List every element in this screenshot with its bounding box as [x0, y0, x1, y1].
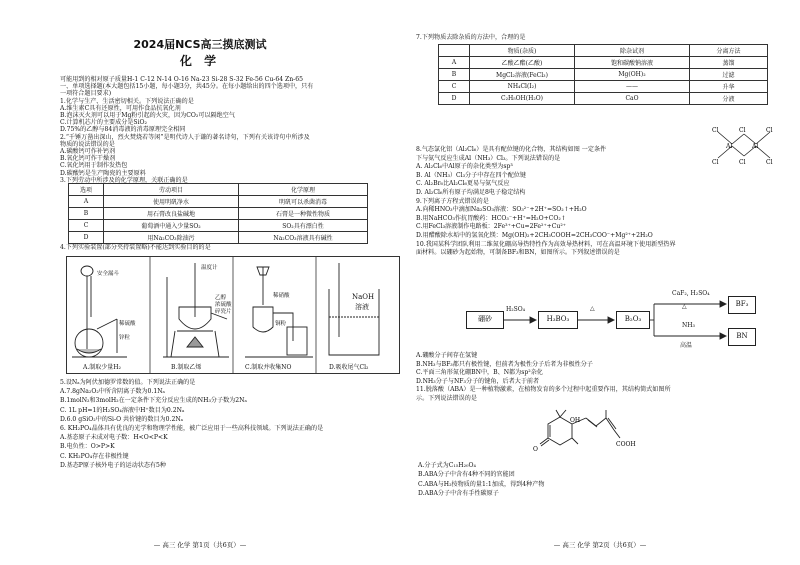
- text-line: B.ABA分子中含有4种不同的官能团: [418, 471, 515, 479]
- table-cell: 蒸馏: [690, 57, 768, 69]
- text-line: A. Al₂Cl₆中Al原子的杂化类型为sp³: [416, 163, 513, 171]
- table-header-row: [439, 45, 768, 57]
- table-cell: 葡萄酒中通入少量SO₂: [104, 220, 239, 232]
- table-cell: 用Na₂CO₃除油污: [104, 232, 239, 244]
- text-line: 5.设Nₐ为阿伏加德罗常数的值。下列说法正确的是: [60, 379, 196, 386]
- text-line: 6. KH₂PO₄晶体具有优良的光学和物理学性能，被广泛应用于一些高科技领域。下列说法正确的是: [60, 425, 324, 432]
- cl-atom-label: Cl: [766, 127, 773, 134]
- text-line: D. Al₂Cl₆所有原子均满足8电子稳定结构: [416, 189, 526, 196]
- text-line: 10.我国某科学团队利用二维氮化硼高导热特性作为高效导热材料，可在高温环境下使用新型热界: [416, 240, 676, 248]
- fig-label: 稀硫酸: [119, 321, 136, 327]
- text-line: D.6.0 gSiO₂中的Si-O 共价键的数目为0.2Nₐ: [60, 415, 184, 423]
- q7-table: [438, 44, 768, 105]
- text-line: A.维生素C具有还原性，可用作食品抗氧化剂: [60, 104, 181, 112]
- table-row: [439, 57, 768, 69]
- fig-label: 温度计: [201, 265, 218, 271]
- text-line: C.用FeCl₃溶液制作电路板：2Fe³⁺+Cu=2Fe²⁺+Cu²⁺: [416, 223, 567, 231]
- text-line: A.碳酸钙可作补钙剂: [60, 148, 116, 155]
- fig-caption: B.制取乙烯: [171, 364, 202, 371]
- table-row: [69, 208, 368, 220]
- text-line: 8.气态氯化铝（Al₂Cl₆）是具有配位键的化合物，其结构如图 一定条件: [416, 146, 607, 153]
- aba-structure: [530, 408, 640, 458]
- table-row: [439, 69, 768, 81]
- fig-caption: A.制取少量H₂: [83, 364, 121, 371]
- table-cell: D: [69, 232, 104, 244]
- page-footer: — 高三 化学 第2页（共6页）—: [553, 541, 647, 549]
- table-cell: 乙酸乙酯(乙酸): [470, 57, 575, 69]
- table-row: [69, 196, 368, 208]
- fig-caption: C.制取并收集NO: [245, 364, 292, 371]
- q7-stem: 7.下列物质去除杂质的方法中，合理的是: [416, 34, 526, 41]
- table-header-row: [69, 184, 368, 196]
- text-line: C. KH₂PO₄存在非极性键: [60, 452, 129, 460]
- text-line: B.1molN₂和3molH₂在一定条件下充分反应生成的NH₃分子数为2Nₐ: [60, 397, 247, 405]
- flow-condition-label: △: [682, 303, 687, 310]
- text-line: 1.化学与生产、生活密切相关。下列说法正确的是: [60, 97, 194, 105]
- table-cell: C: [439, 81, 470, 93]
- table-row: [69, 220, 368, 232]
- text-line: A.基态原子未成对电子数：H<O<P<K: [60, 434, 168, 442]
- flow-reagent-label: CaF₂, H₂SO₄: [672, 290, 710, 297]
- text-line: D.碳酸钙是生产陶瓷的主要原料: [60, 169, 146, 177]
- flow-node-borax: 硼砂: [466, 311, 504, 329]
- text-line: C. Al₂Br₆比Al₂Cl₆更易与氨气反应: [416, 180, 510, 188]
- carboxyl-label: COOH: [616, 441, 636, 448]
- fig-label: 碎瓷片: [215, 309, 232, 315]
- text-line: B.用NaHCO₃作抗胃酸药：HCO₃⁻+H⁺=H₂O+CO₂↑: [416, 214, 566, 222]
- flow-arrows: [460, 300, 760, 350]
- text-line: 11.脱落酸（ABA）是一种植物激素，在植物发育的多个过程中起重要作用，其结构简式如图所: [416, 386, 671, 394]
- fig-label: 浓硫酸: [215, 302, 232, 308]
- table-cell: Mg(OH)₂: [575, 69, 690, 81]
- table-cell: 饱和碳酸钠溶液: [575, 57, 690, 69]
- table-cell: C₂H₅OH(H₂O): [470, 93, 575, 105]
- cl-atom-label: Cl: [712, 127, 719, 134]
- exam-page-2: [400, 0, 800, 565]
- text-line: C.ABA与H₂按物质的量1:1加成，得到4种产物: [418, 480, 545, 488]
- text-line: D.75%的乙醇与84消毒液的消毒原理完全相同: [60, 126, 186, 134]
- text-line: 下与氨气反应生成Al（NH₃）Cl₃。下列说法错误的是: [416, 154, 561, 162]
- table-cell: 过滤: [690, 69, 768, 81]
- q3-table: [68, 183, 368, 244]
- carbonyl-o-label: O: [533, 446, 538, 453]
- text-line: 一、单项选择题(本大题包括15小题，每小题3分，共45分。在每小题给出的四个选项中，只有: [60, 83, 314, 91]
- text-line: D.ABA分子中含有手性碳原子: [418, 490, 499, 498]
- q4-figure-panel: [66, 256, 400, 374]
- al-atom-label: Al: [726, 143, 733, 150]
- fig-label: 安全漏斗: [97, 271, 120, 277]
- table-row: [439, 81, 768, 93]
- table-cell: NH₄Cl(I₂): [470, 81, 575, 93]
- fig-label: 锌粒: [119, 335, 131, 341]
- text-line: A.7.8gNa₂O₂中所含阴离子数为0.1Nₐ: [60, 388, 165, 396]
- fig-label: NaOH: [352, 293, 375, 301]
- table-header-cell: 选项: [69, 184, 104, 196]
- flow-node-boric-acid: H₃BO₃: [538, 311, 578, 329]
- table-header-cell: 劳动项目: [104, 184, 239, 196]
- table-row: [69, 232, 368, 244]
- table-row: [439, 93, 768, 105]
- page-footer: — 高三 化学 第1页（共6页）—: [153, 541, 247, 549]
- table-cell: Na₂CO₃溶液具有碱性: [239, 232, 368, 244]
- flow-condition-label: △: [590, 305, 595, 312]
- safety-funnel-apparatus: [72, 266, 127, 357]
- text-line: D.基态P原子核外电子的运动状态有5种: [60, 461, 166, 469]
- exam-subject: 化 学: [179, 54, 221, 68]
- q4-stem: 4.下列实验装置(部分夹持装置略)不能达到实验目的的是: [60, 244, 211, 251]
- cl-atom-label: Cl: [766, 159, 773, 166]
- text-line: 3.下列劳动中所涉及的化学原理，关联正确的是: [60, 176, 188, 184]
- table-cell: ——: [575, 81, 690, 93]
- text-line: 物质的说法错误的是: [60, 140, 115, 148]
- fig-label: 铜粉: [275, 321, 287, 327]
- flow-reagent-label: NH₃: [682, 322, 695, 329]
- text-line: C.氧化钙用于制作发热包: [60, 162, 128, 170]
- table-cell: B: [439, 69, 470, 81]
- text-line: 9.下列离子方程式错误的是: [416, 197, 489, 205]
- table-cell: D: [439, 93, 470, 105]
- table-header-cell: 除杂试剂: [575, 45, 690, 57]
- table-cell: A: [69, 196, 104, 208]
- no-collection-apparatus: [245, 267, 313, 357]
- text-line: C.平面三角形氮化硼BN中，B、N都为sp²杂化: [416, 369, 543, 377]
- text-line: C.计算机芯片的主要成分是SiO₂: [60, 119, 147, 127]
- cl-atom-label: Cl: [712, 159, 719, 166]
- table-header-cell: 分离方法: [690, 45, 768, 57]
- text-line: B. Al（NH₃）Cl₃分子中存在四个配位键: [416, 171, 526, 179]
- hydroxyl-label: OH: [570, 417, 581, 424]
- table-cell: MgCl₂溶液(FeCl₃): [470, 69, 575, 81]
- fig-label: 稀硝酸: [273, 293, 290, 299]
- exam-title: 2024届NCS高三摸底测试: [133, 38, 267, 51]
- text-line: D.用醋酸除水垢中的氢氧化镁：Mg(OH)₂+2CH₃COOH=2CH₃COO⁻+Mg²⁺+2H₂O: [416, 232, 653, 239]
- text-line: C. 1L pH=1的H₂SO₄溶液中H⁺数目为0.2Nₐ: [60, 406, 185, 414]
- fig-caption: D.吸收尾气Cl₂: [329, 364, 369, 371]
- cl-atom-label: Cl: [739, 159, 746, 166]
- text-line: A.硼酸分子间存在氢键: [416, 352, 478, 359]
- table-header-cell: 物质(杂质): [470, 45, 575, 57]
- table-header-cell: 化学原理: [239, 184, 368, 196]
- flow-reagent-label: H₂SO₄: [506, 306, 526, 313]
- text-line: B.电负性：O>P>K: [60, 443, 115, 451]
- table-cell: CaO: [575, 93, 690, 105]
- flow-node-bf3: BF₃: [728, 296, 756, 314]
- table-cell: 使用明矾净水: [104, 196, 239, 208]
- table-cell: C: [69, 220, 104, 232]
- text-line: B.NH₃与BF₃都只有极性键，但前者为极性分子后者为非极性分子: [416, 360, 593, 368]
- flow-node-bn: BN: [728, 328, 756, 346]
- flow-condition-label: 高温: [680, 342, 693, 349]
- text-line: 一项符合题目要求): [60, 90, 112, 98]
- table-header-cell: [439, 45, 470, 57]
- fig-label: 乙醇: [215, 295, 227, 301]
- text-line: 面材料。以硼砂为起始物，可制备BF₃和BN，如图所示。下列叙述错误的是: [416, 249, 620, 257]
- table-cell: B: [69, 208, 104, 220]
- cl-atom-label: Cl: [739, 127, 746, 134]
- table-cell: 明矾可以杀菌消毒: [239, 196, 368, 208]
- text-line: D.NH₃分子与NF₃分子的键角，后者大于前者: [416, 377, 540, 385]
- text-line: A.向稀HNO₃中滴加Na₂SO₃溶液：SO₃²⁻+2H⁺=SO₂↑+H₂O: [416, 206, 587, 214]
- table-cell: 石膏是一种微性物质: [239, 208, 368, 220]
- text-line: 可能用到的相对原子质量H-1 C-12 N-14 O-16 Na-23 Si-28 S-32 Fe-56 Cu-64 Zn-65: [60, 76, 303, 83]
- text-line: 2.“千锤万凿出深山，烈火焚烧若等闲”是明代诗人于谦的著名诗句，下列有关该诗句中所涉及: [60, 133, 310, 141]
- table-cell: SO₂具有漂白性: [239, 220, 368, 232]
- text-line: 示。下列说法错误的是: [416, 395, 477, 402]
- text-line: A.分子式为C₁₅H₂₀O₄: [418, 462, 476, 469]
- text-line: B.泡沫灭火剂可以用于Mg粉引起的火灾，因为CO₂可以隔绝空气: [60, 112, 235, 119]
- table-cell: 升华: [690, 81, 768, 93]
- fig-label: 溶液: [355, 303, 369, 311]
- al2cl6-structure: [708, 124, 778, 166]
- text-line: B.氧化钙可作干燥剂: [60, 155, 116, 163]
- naoh-beaker: [329, 263, 379, 355]
- al-atom-label: Al: [752, 143, 759, 150]
- table-cell: 分液: [690, 93, 768, 105]
- flow-node-boron-oxide: B₂O₃: [616, 311, 650, 329]
- table-cell: 用石膏改良盐碱地: [104, 208, 239, 220]
- table-cell: A: [439, 57, 470, 69]
